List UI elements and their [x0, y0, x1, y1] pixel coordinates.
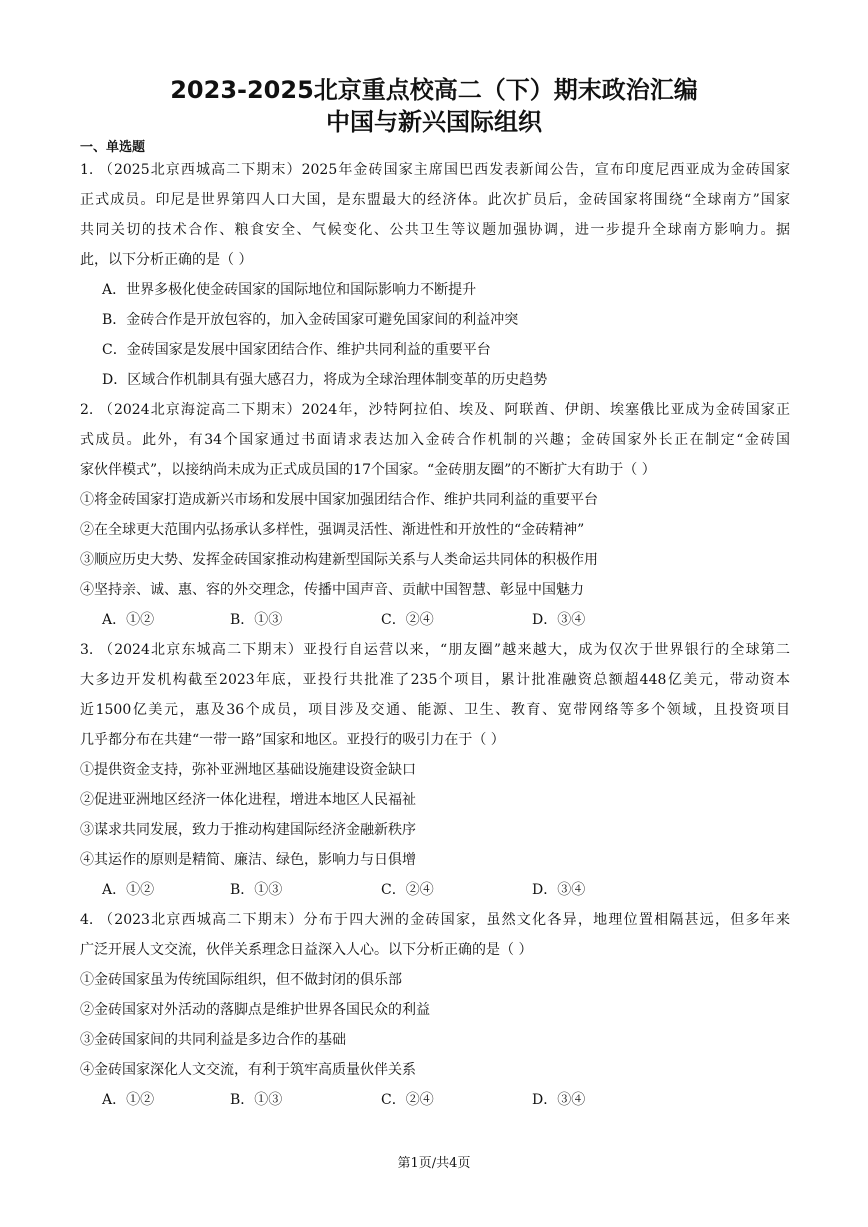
q3-item: ④其运作的原则是精简、廉洁、绿色，影响力与日俱增 — [80, 852, 416, 868]
q3-item: ③谋求共同发展，致力于推动构建国际经济金融新秩序 — [80, 822, 416, 838]
q2-option-b: B．①③ — [230, 612, 283, 628]
q4-option-c: C．②④ — [381, 1092, 434, 1108]
q1-stem-line: 共同关切的技术合作、粮食安全、气候变化、公共卫生等议题加强协调，进一步提升全球南方影响力。据 — [80, 222, 790, 238]
q4-option-a: A．①② — [102, 1092, 155, 1108]
q2-item: ①将金砖国家打造成新兴市场和发展中国家加强团结合作、维护共同利益的重要平台 — [80, 492, 598, 508]
q1-stem-line: 1. （2025北京西城高二下期末）2025年金砖国家主席国巴西发表新闻公告，宣布印度尼西亚成为金砖国家 — [80, 162, 790, 178]
q2-option-c: C．②④ — [381, 612, 434, 628]
q1-option-b: B．金砖合作是开放包容的，加入金砖国家可避免国家间的利益冲突 — [102, 312, 519, 328]
q4-option-b: B．①③ — [230, 1092, 283, 1108]
q2-stem-line: 2. （2024北京海淀高二下期末）2024年，沙特阿拉伯、埃及、阿联酋、伊朗、埃塞俄比亚成为金砖国家正 — [80, 402, 790, 418]
section-heading: 一、单选题 — [80, 140, 146, 155]
q3-item: ①提供资金支持，弥补亚洲地区基础设施建设资金缺口 — [80, 762, 416, 778]
page-footer: 第1页/共4页 — [397, 1156, 471, 1171]
q4-stem-line: 广泛开展人文交流，伙伴关系理念日益深入人心。以下分析正确的是（ ） — [80, 942, 533, 958]
q3-item: ②促进亚洲地区经济一体化进程，增进本地区人民福祉 — [80, 792, 416, 808]
q3-option-c: C．②④ — [381, 882, 434, 898]
q3-option-b: B．①③ — [230, 882, 283, 898]
document-title — [0, 70, 868, 105]
q4-item: ④金砖国家深化人文交流，有利于筑牢高质量伙伴关系 — [80, 1062, 416, 1078]
q1-option-a: A．世界多极化使金砖国家的国际地位和国际影响力不断提升 — [102, 282, 477, 298]
q4-stem-line: 4. （2023北京西城高二下期末）分布于四大洲的金砖国家，虽然文化各异，地理位置相隔甚远，但多年来 — [80, 912, 790, 928]
q4-item: ③金砖国家间的共同利益是多边合作的基础 — [80, 1032, 346, 1048]
q3-stem-line: 几乎都分布在共建“一带一路”国家和地区。亚投行的吸引力在于（ ） — [80, 732, 505, 748]
q4-option-d: D．③④ — [532, 1092, 586, 1108]
q1-option-c: C．金砖国家是发展中国家团结合作、维护共同利益的重要平台 — [102, 342, 491, 358]
q2-item: ②在全球更大范围内弘扬承认多样性，强调灵活性、渐进性和开放性的“金砖精神” — [80, 522, 585, 538]
document-subtitle — [0, 102, 868, 137]
q2-option-d: D．③④ — [532, 612, 586, 628]
q3-stem-line: 近1500亿美元，惠及36个成员，项目涉及交通、能源、卫生、教育、宽带网络等多个领域，且投资项目 — [80, 702, 790, 718]
title-text: 2023-2025北京重点校高二（下）期末政治汇编 — [170, 76, 698, 104]
q4-item: ②金砖国家对外活动的落脚点是维护世界各国民众的利益 — [80, 1002, 430, 1018]
q3-stem-line: 3. （2024北京东城高二下期末）亚投行自运营以来，“朋友圈”越来越大，成为仅次于世界银行的全球第二 — [80, 642, 790, 658]
q4-item: ①金砖国家虽为传统国际组织，但不做封闭的俱乐部 — [80, 972, 402, 988]
title-text: 中国与新兴国际组织 — [326, 108, 542, 136]
q1-stem-line: 正式成员。印尼是世界第四人口大国，是东盟最大的经济体。此次扩员后，金砖国家将围绕“全球南方”国家 — [80, 192, 790, 208]
q2-option-a: A．①② — [102, 612, 155, 628]
q2-item: ③顺应历史大势、发挥金砖国家推动构建新型国际关系与人类命运共同体的积极作用 — [80, 552, 598, 568]
q3-option-a: A．①② — [102, 882, 155, 898]
q2-stem-line: 家伙伴模式”，以接纳尚未成为正式成员国的17个国家。“金砖朋友圈”的不断扩大有助于（ ） — [80, 462, 656, 478]
q1-option-d: D．区域合作机制具有强大感召力，将成为全球治理体制变革的历史趋势 — [102, 372, 548, 388]
q2-item: ④坚持亲、诚、惠、容的外交理念，传播中国声音、贡献中国智慧、彰显中国魅力 — [80, 582, 584, 598]
q3-stem-line: 大多边开发机构截至2023年底，亚投行共批准了235个项目，累计批准融资总额超448亿美元，带动资本 — [80, 672, 790, 688]
q3-option-d: D．③④ — [532, 882, 586, 898]
q1-stem-line: 此，以下分析正确的是（ ） — [80, 252, 253, 268]
q2-stem-line: 式成员。此外，有34个国家通过书面请求表达加入金砖合作机制的兴趣；金砖国家外长正在制定“金砖国 — [80, 432, 790, 448]
